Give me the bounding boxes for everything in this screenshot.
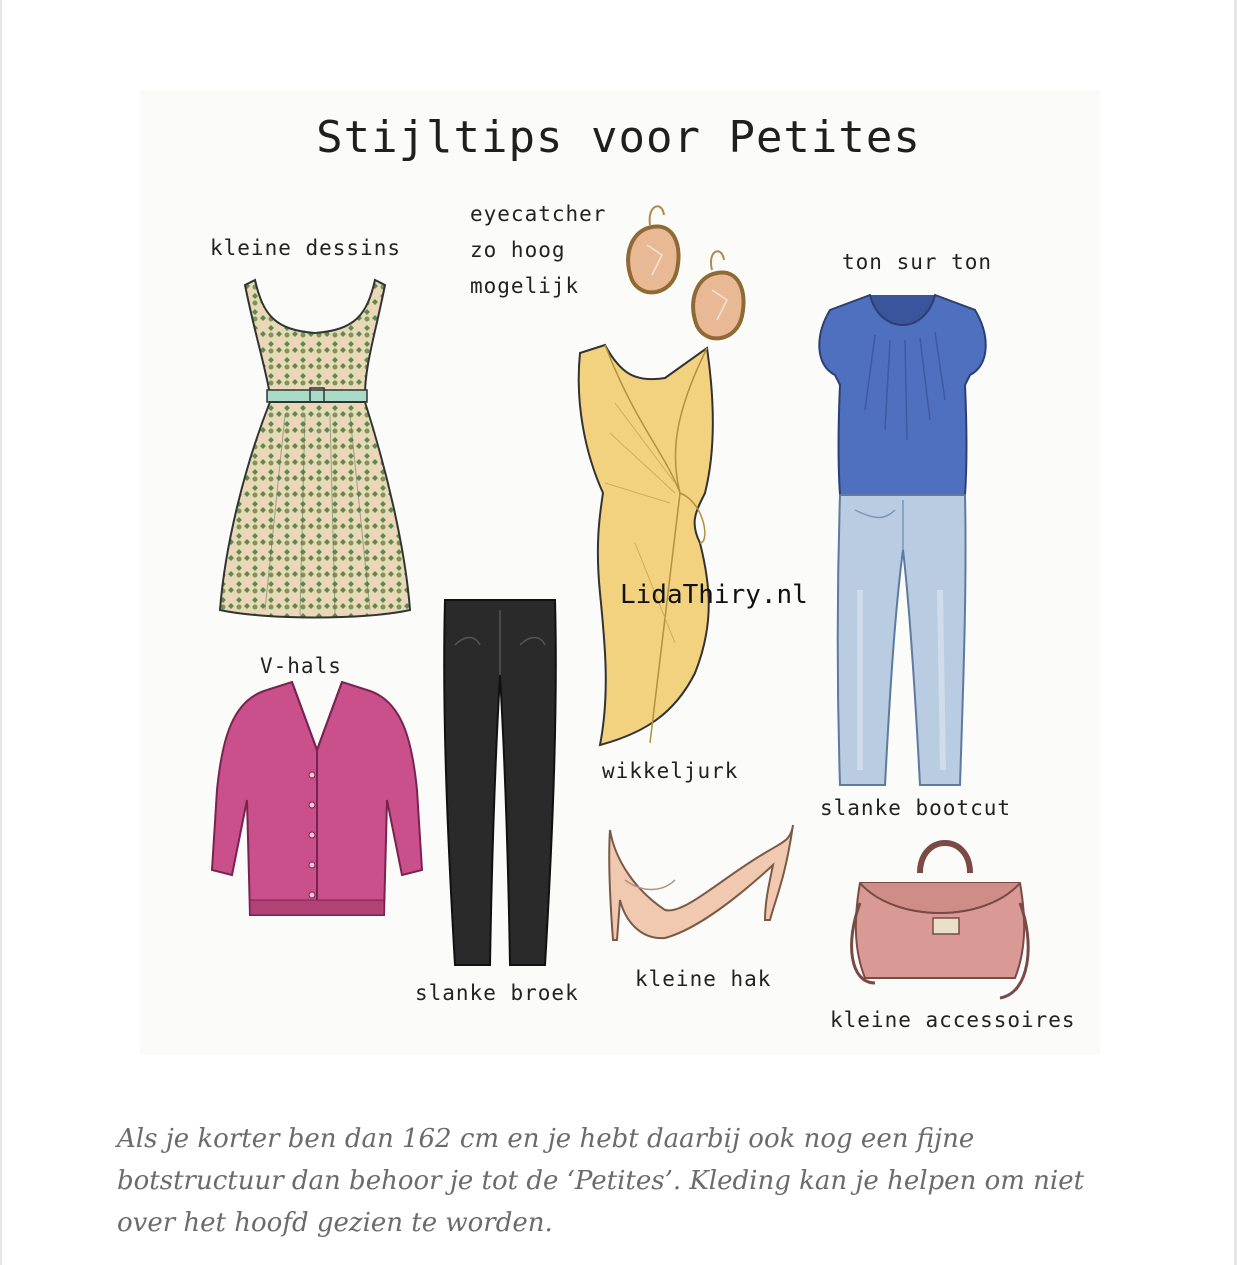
caption-text: Als je korter ben dan 162 cm en je hebt daarbij ook nog een fijne botstructuur dan behoor je tot de ‘Petites’. Kleding kan je helpen om niet over het hoofd gezien te worden.: [117, 1124, 1085, 1238]
cardigan-illustration: [212, 680, 422, 920]
label-eyecatcher-line3: mogelijk: [470, 274, 580, 298]
handbag-illustration: [845, 823, 1035, 1003]
bootcut-jeans-illustration: [835, 490, 970, 790]
label-kleine-hak: kleine hak: [635, 967, 772, 991]
label-eyecatcher-line1: eyecatcher: [470, 202, 607, 226]
pumps-illustration: [605, 820, 795, 950]
blue-top-illustration: [815, 290, 990, 500]
label-wikkeljurk: wikkeljurk: [602, 759, 739, 783]
label-kleine-dessins: kleine dessins: [210, 236, 402, 260]
watermark: LidaThiry.nl: [620, 580, 808, 610]
wrap-dress-illustration: [575, 343, 725, 748]
label-kleine-accessoires: kleine accessoires: [830, 1008, 1076, 1032]
page-border-left: [0, 0, 2, 1265]
label-slanke-bootcut: slanke bootcut: [820, 796, 1012, 820]
label-ton-sur-ton: ton sur ton: [842, 250, 993, 274]
label-eyecatcher-line2: zo hoog: [470, 238, 566, 262]
infographic-title: Stijltips voor Petites: [316, 112, 921, 163]
earrings-illustration: [622, 195, 762, 345]
label-slanke-broek: slanke broek: [415, 981, 579, 1005]
label-v-hals: V-hals: [260, 654, 342, 678]
black-trousers-illustration: [440, 595, 560, 970]
patterned-dress-illustration: [215, 275, 415, 625]
